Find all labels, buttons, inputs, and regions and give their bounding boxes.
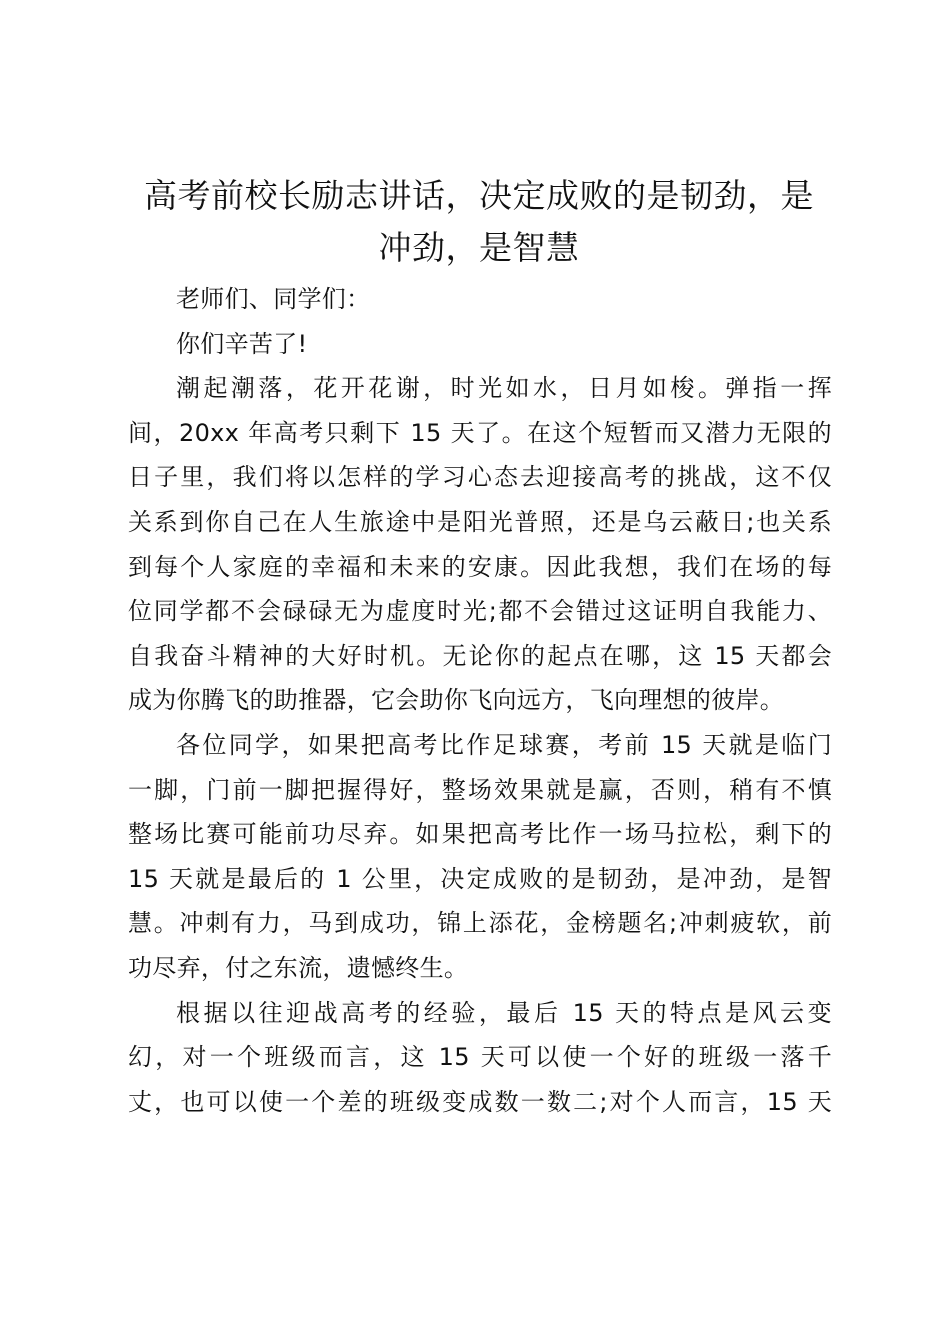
paragraph-line: 幻，对一个班级而言，这 15 天可以使一个好的班级一落千 bbox=[128, 1043, 832, 1072]
paragraph-line: 间，20xx 年高考只剩下 15 天了。在这个短暂而又潜力无限的 bbox=[128, 418, 832, 447]
paragraph-3 bbox=[128, 991, 832, 1125]
paragraph-line: 关系到你自己在人生旅途中是阳光普照，还是乌云蔽日;也关系 bbox=[128, 507, 832, 536]
document-body bbox=[128, 277, 832, 1124]
paragraph-1 bbox=[128, 366, 832, 723]
paragraph-line: 慧。冲刺有力，马到成功，锦上添花，金榜题名;冲刺疲软，前 bbox=[128, 909, 832, 938]
paragraph-line: 整场比赛可能前功尽弃。如果把高考比作一场马拉松，剩下的 bbox=[128, 820, 832, 849]
paragraph-line: 功尽弃，付之东流，遗憾终生。 bbox=[128, 953, 469, 982]
title-line-1: 高考前校长励志讲话，决定成败的是韧劲，是 bbox=[144, 176, 814, 215]
greeting: 老师们、同学们： bbox=[176, 285, 371, 313]
paragraph-line: 各位同学，如果把高考比作足球赛，考前 15 天就是临门 bbox=[176, 730, 832, 759]
document-title bbox=[120, 170, 838, 274]
paragraph-line: 一脚，门前一脚把握得好，整场效果就是赢，否则，稍有不慎 bbox=[128, 775, 832, 804]
paragraph-line: 丈，也可以使一个差的班级变成数一数二;对个人而言，15 天 bbox=[128, 1087, 832, 1116]
paragraph-line: 日子里，我们将以怎样的学习心态去迎接高考的挑战，这不仅 bbox=[128, 463, 832, 492]
paragraph-line: 15 天就是最后的 1 公里，决定成败的是韧劲，是冲劲，是智 bbox=[128, 864, 832, 893]
paragraph-line: 潮起潮落，花开花谢，时光如水，日月如梭。弹指一挥 bbox=[176, 374, 832, 403]
paragraph-line: 成为你腾飞的助推器，它会助你飞向远方，飞向理想的彼岸。 bbox=[128, 686, 785, 715]
paragraph-line: 位同学都不会碌碌无为虚度时光;都不会错过这证明自我能力、 bbox=[128, 597, 832, 626]
paragraph-2 bbox=[128, 723, 832, 991]
title-line-2: 冲劲，是智慧 bbox=[378, 228, 580, 267]
paragraph-line: 自我奋斗精神的大好时机。无论你的起点在哪，这 15 天都会 bbox=[128, 641, 832, 670]
paragraph-line: 根据以往迎战高考的经验，最后 15 天的特点是风云变 bbox=[176, 998, 832, 1027]
paragraph-line: 到每个人家庭的幸福和未来的安康。因此我想，我们在场的每 bbox=[128, 552, 832, 581]
opening-line: 你们辛苦了! bbox=[176, 329, 308, 358]
